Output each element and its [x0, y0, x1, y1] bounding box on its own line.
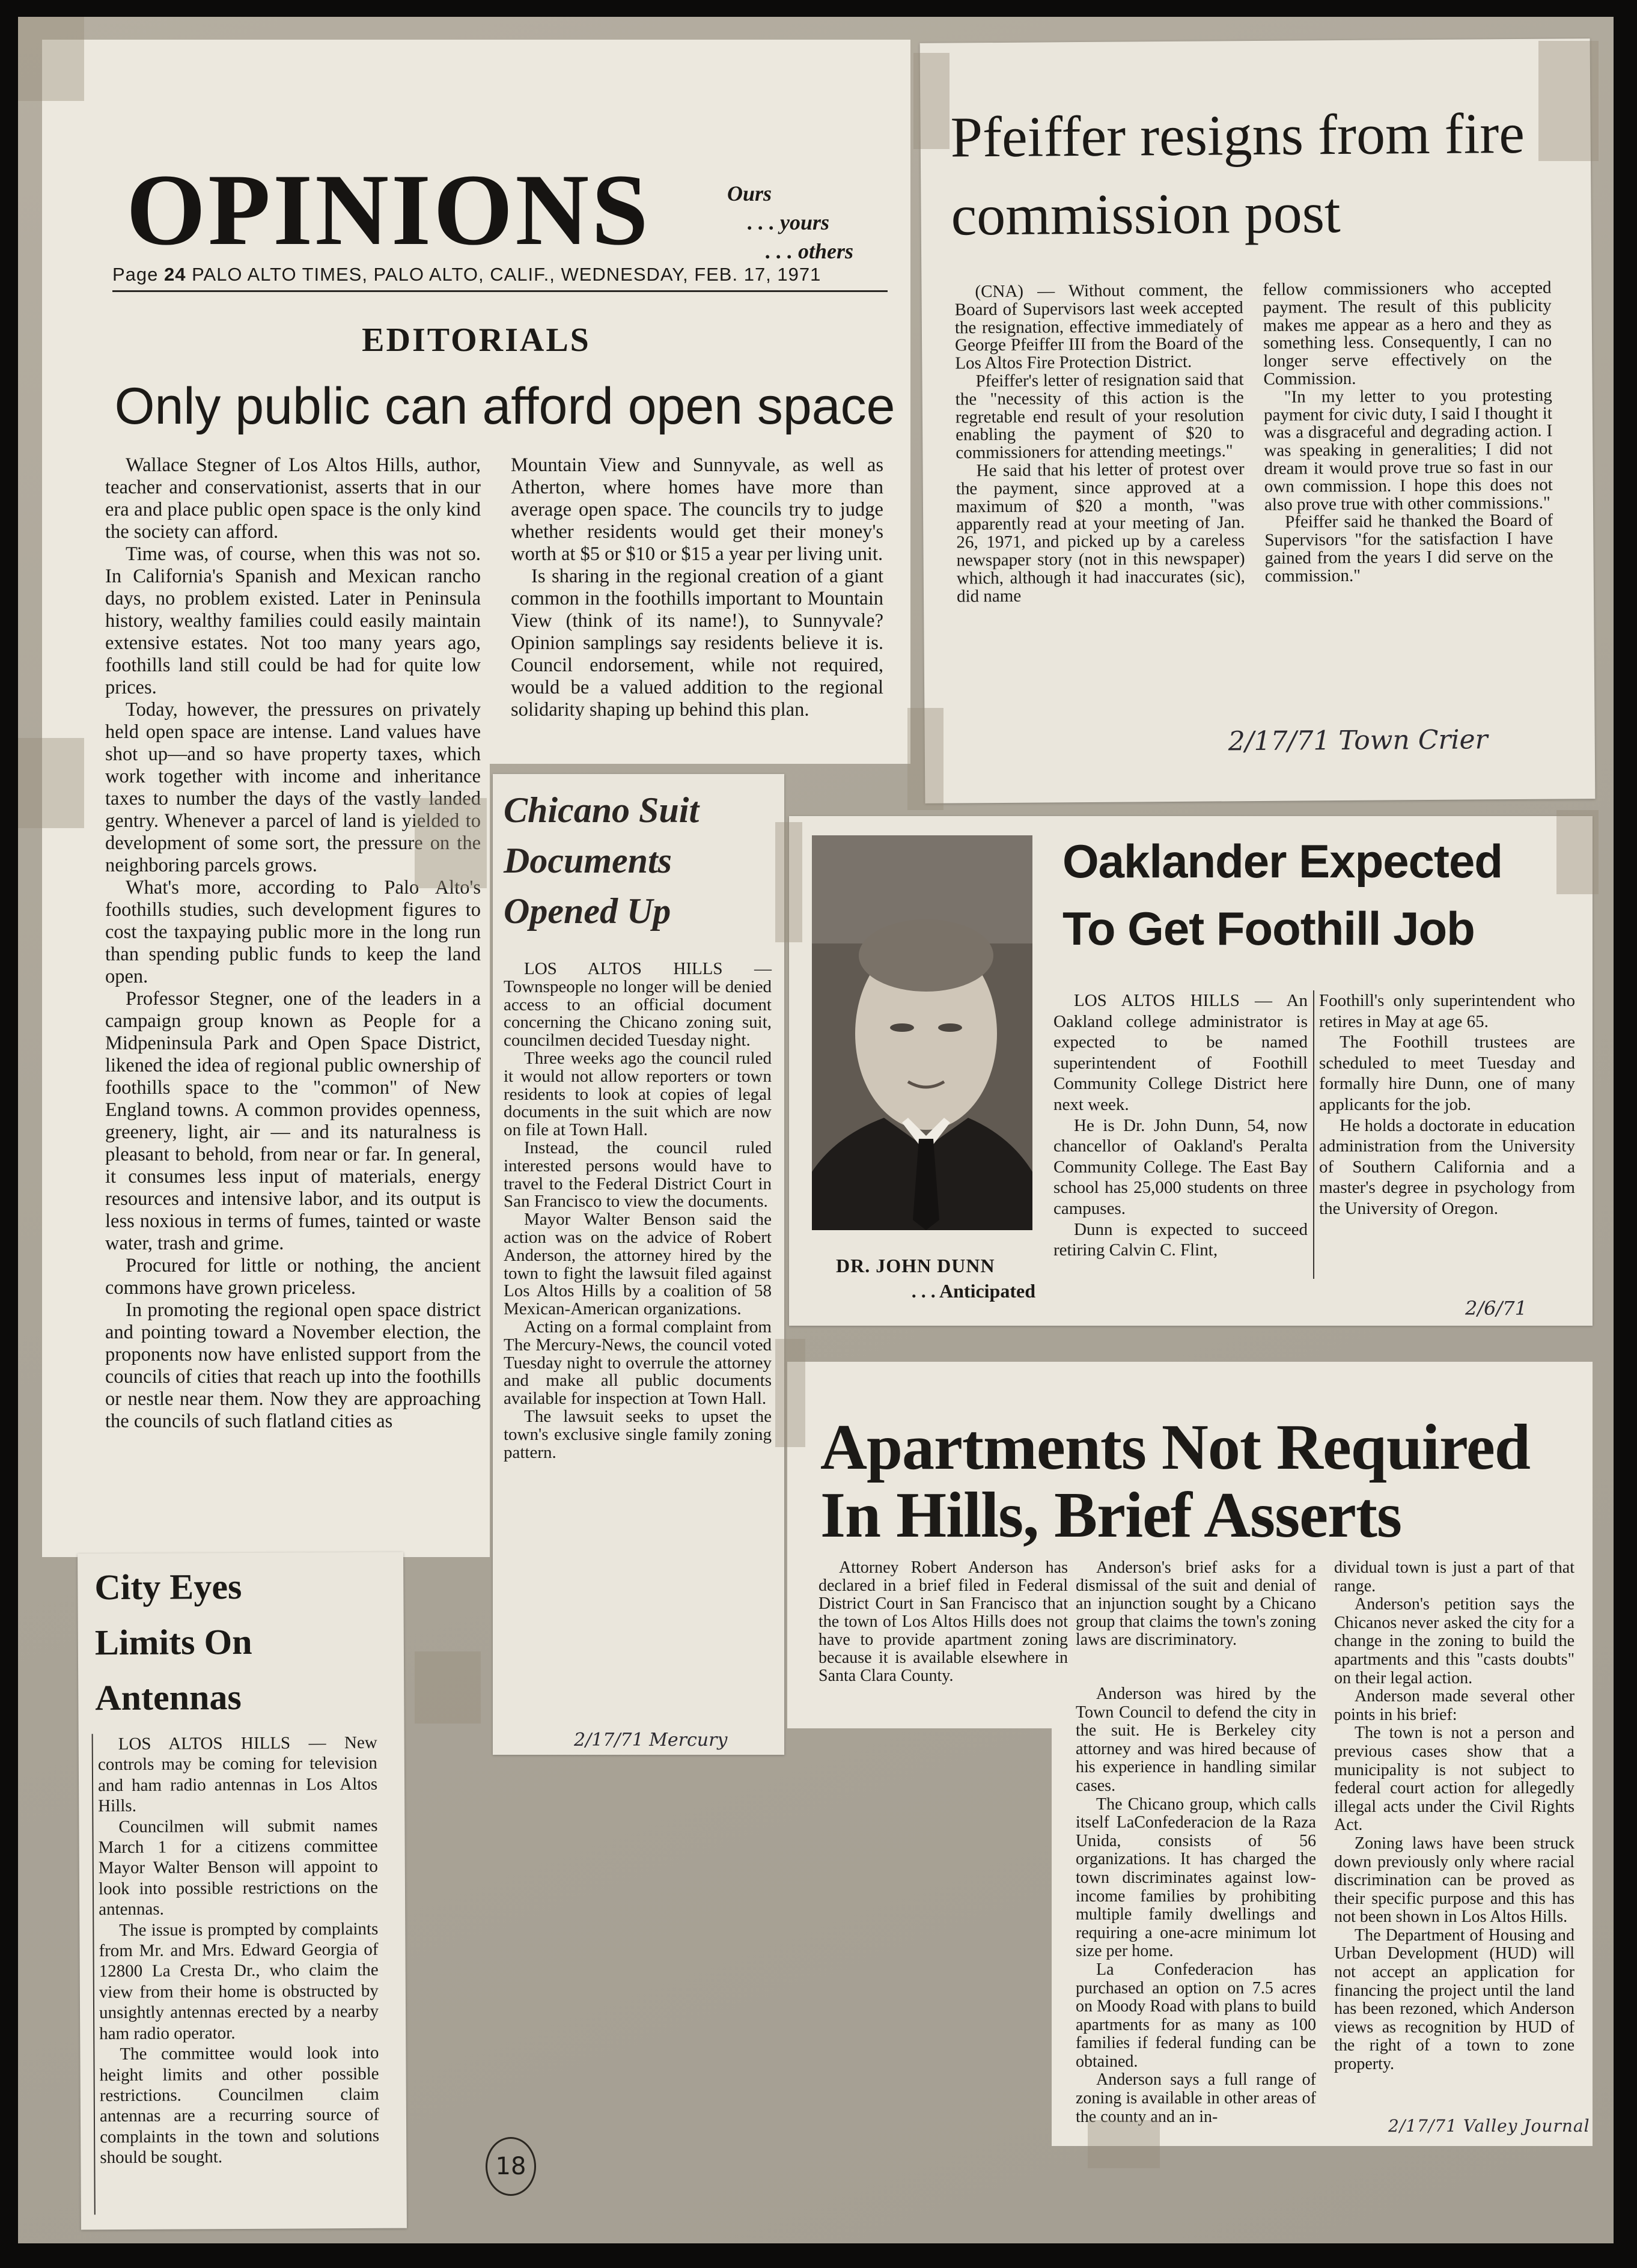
chicano-paragraph: Acting on a formal complaint from The Mercury-News, the council voted Tuesday night to overrule the attorney and make all public documents available for inspection at Town Hall.: [504, 1317, 772, 1409]
editorial-headline: Only public can afford open space: [114, 377, 895, 435]
oaklander-paragraph: He holds a doctorate in education administration from the University of Southern California and a master's degree in psychology from the University of Oregon.: [1319, 1115, 1575, 1218]
handwritten-note: 2/17/71 Town Crier: [1228, 724, 1488, 757]
apartments-paragraph: The town is not a person and previous cases show that a municipality is not subject to federal court action for allegedly illegal acts under the Civil Rights Act.: [1334, 1724, 1575, 1835]
editorial-paragraph: Professor Stegner, one of the leaders in a campaign group known as People for a Midpeninsula Park and Open Space District, likened the idea of regional public ownership of foothills space to the "common" of New England towns. A common provides openness, greenery, light, air — and its naturalness is pleasant to behold, from near or far. In general, it consumes less input of materials, energy resources and intensive labor, and its output is less noxious in terms of fumes, tainted or waste water, trash and grime.: [105, 988, 481, 1254]
chicano-headline: Chicano Suit Documents Opened Up: [504, 790, 700, 931]
editorial-paragraph: Procured for little or nothing, the ancient commons have grown priceless.: [105, 1255, 481, 1299]
column-rule: [92, 1734, 96, 2215]
tape-strip: [775, 822, 802, 942]
pfeiffer-paragraph: Pfeiffer said he thanked the Board of Supervisors "for the satisfaction I have gained from the years I did serve on the commission.": [1264, 510, 1553, 586]
apartments-clipping: [787, 1362, 1593, 2146]
pfeiffer-paragraph: Pfeiffer's letter of resignation said that the "necessity of this action is the regretable end result of your resolution enabling the payment of $20 to commissioners for attending meetings.": [955, 370, 1245, 463]
pfeiffer-clipping: [920, 38, 1596, 803]
handwritten-note: 2/17/71 Valley Journal: [1388, 2116, 1590, 2136]
apartments-paragraph: The Chicano group, which calls itself LaConfederacion de la Raza Unida, consists of 56 organizations. It has charged the town discriminates against low-income families by prohibiting multiple family dwellings and requiring a one-acre minimum lot size per home.: [1076, 1794, 1316, 1961]
antennas-paragraph: LOS ALTOS HILLS — New controls may be coming for television and ham radio antennas in Los Altos Hills.: [97, 1733, 378, 1816]
apartments-col2a: [1076, 1559, 1316, 1649]
opinions-tagline: [727, 179, 853, 266]
apartments-paragraph: Attorney Robert Anderson has declared in a brief filed in Federal District Court in San Francisco that the town of Los Altos Hills does not have to provide apartment zoning because it is available elsewhere in Santa Clara County.: [818, 1558, 1068, 1685]
photo-caption-sub: . . . Anticipated: [911, 1280, 1035, 1302]
editorial-paragraph: Time was, of course, when this was not so. In California's Spanish and Mexican rancho days, no problem existed. Later in Peninsula history, wealthy families could easily maintain extensive estates. Not too many years ago, foothills land still could be had for quite low prices.: [105, 543, 481, 698]
oaklander-col2: [1319, 990, 1575, 1219]
oaklander-col1: [1053, 990, 1308, 1261]
handwritten-note: 2/6/71: [1465, 1297, 1527, 1320]
editorial-paragraph: Is sharing in the regional creation of a giant common in the foothills important to Mountain View (think of its name!), to Sunnyvale? Opinion samplings say residents believe it is. Council endorsement, while not required, would be a valued addition to the regional solidarity shaping up behind this plan.: [511, 565, 883, 721]
apartments-headline-1: Apartments Not Required: [820, 1412, 1530, 1483]
apartments-col3: [1334, 1559, 1575, 2074]
pfeiffer-paragraph: "In my letter to you protesting payment for civic duty, I said I thought it was a disgraceful and degrading action. I was speaking in generalities; I did not dream it would prove true so fast in our own commission. I hope this does not also prove true with other commissions.": [1263, 385, 1553, 514]
apartments-col1: [818, 1559, 1068, 1685]
oaklander-paragraph: LOS ALTOS HILLS — An Oakland college administrator is expected to be named superintendent of Foothill Community College District here next week.: [1053, 991, 1308, 1114]
chicano-clipping: [493, 774, 784, 1755]
antennas-paragraph: The issue is prompted by complaints from Mr. and Mrs. Edward Georgia of 12800 La Cresta Dr., who claim the view from their home is obstructed by unsightly antennas erected by a nearby ham radio operator.: [99, 1919, 379, 2043]
pfeiffer-col1: [954, 281, 1245, 606]
tape-strip: [18, 17, 84, 101]
chicano-paragraph: Three weeks ago the council ruled it would not allow reporters or town residents to look at copies of legal documents in the suit which are now on file at Town Hall.: [504, 1048, 772, 1140]
dateline-text: PALO ALTO TIMES, PALO ALTO, CALIF., WEDNESDAY, FEB. 17, 1971: [192, 264, 822, 285]
page-label: Page: [112, 264, 159, 285]
antennas-body: [98, 1733, 380, 2168]
scrapbook-page: [18, 17, 1614, 2243]
column-rule: [1313, 990, 1314, 1279]
editorial-paragraph: Wallace Stegner of Los Altos Hills, author, teacher and conservationist, asserts that in our era and place public open space is the only kind the society can afford.: [105, 454, 481, 543]
tape-strip: [18, 738, 84, 828]
editorial-paragraph: What's more, according to Palo Alto's foothills studies, such development figures to cost the taxpaying public more in the long run than spending public funds to keep the land open.: [105, 877, 481, 987]
antennas-paragraph: The committee would look into height limits and other possible restrictions. Councilmen claim antennas are a recurring source of complaints in the town and solutions should be sought.: [99, 2043, 380, 2168]
editorial-col1: [105, 454, 481, 1433]
tape-strip: [775, 1339, 805, 1447]
pfeiffer-paragraph: fellow commissioners who accepted payment. The result of this publicity makes me appear as a hero and they as something less. Consequently, I can no longer serve effectively on the Commission.: [1263, 278, 1552, 389]
apartments-headline-2: In Hills, Brief Asserts: [820, 1480, 1401, 1551]
apartments-paragraph: The Department of Housing and Urban Development (HUD) will not accept an application for financing the project until the land has been rezoned, which Anderson views as recognition by HUD of the right of a town to zone property.: [1334, 1925, 1575, 2074]
portrait-photo: [812, 835, 1032, 1230]
oaklander-headline-2: To Get Foothill Job: [1062, 902, 1475, 955]
tape-strip: [415, 1651, 481, 1724]
chicano-paragraph: The lawsuit seeks to upset the town's exclusive single family zoning pattern.: [504, 1406, 772, 1462]
apartments-paragraph: Anderson was hired by the Town Council to defend the city in the suit. He is Berkeley city attorney and was hired because of his experience in handling similar cases.: [1076, 1684, 1316, 1795]
editorial-col2: [511, 454, 883, 721]
oaklander-headline-1: Oaklander Expected: [1062, 835, 1502, 888]
tag-ours: Ours: [727, 181, 772, 206]
chicano-body: [504, 960, 772, 1462]
oaklander-clipping: [789, 816, 1593, 1326]
pfeiffer-col2: [1263, 279, 1553, 586]
apartments-paragraph: Anderson's petition says the Chicanos never asked the city for a change in the zoning to build the apartments and this "casts doubts" on their legal action.: [1334, 1595, 1575, 1687]
oaklander-paragraph: Foothill's only superintendent who retires in May at age 65.: [1319, 991, 1575, 1031]
apartments-paragraph: Anderson made several other points in his brief:: [1334, 1687, 1575, 1724]
tape-strip: [415, 798, 487, 888]
tag-yours: . . . yours: [748, 210, 830, 234]
pfeiffer-paragraph: He said that his letter of protest over the payment, since approved at a maximum of $20 a month, "was apparently read at your meeting of Jan. 26, 1971, and picked up by a careless newspaper story (not in this newspaper) which, although it had inaccurates (sic), did name: [956, 459, 1245, 606]
tape-strip: [1556, 810, 1599, 894]
dateline: [112, 264, 888, 292]
tape-strip: [1088, 2120, 1160, 2168]
page-number: 24: [164, 264, 186, 285]
chicano-paragraph: Instead, the council ruled interested persons would have to travel to the Federal District Court in San Francisco to view the documents.: [504, 1138, 772, 1212]
oaklander-paragraph: The Foothill trustees are scheduled to meet Tuesday and formally hire Dunn, one of many applicants for the job.: [1319, 1032, 1575, 1114]
chicano-paragraph: Mayor Walter Benson said the action was on the advice of Robert Anderson, the attorney hired by the town to fight the lawsuit filed against Los Altos Hills by a coalition of 58 Mexican-American organizations.: [504, 1210, 772, 1319]
opinions-masthead: OPINIONS: [126, 153, 651, 266]
antennas-clipping: [78, 1552, 407, 2230]
pfeiffer-paragraph: (CNA) — Without comment, the Board of Supervisors last week accepted the resignation, effective immediately of George Pfeiffer III from the Board of the Los Altos Fire Protection District.: [954, 280, 1244, 373]
tag-others: . . . others: [766, 239, 854, 263]
editorial-paragraph: Mountain View and Sunnyvale, as well as Atherton, where homes have more than average open space. The councils try to judge whether residents would get their money's worth at $5 or $10 or $15 a year per living unit.: [511, 454, 883, 565]
photo-caption-name: DR. JOHN DUNN: [836, 1255, 995, 1276]
antennas-paragraph: Councilmen will submit names March 1 for a citizens committee Mayor Walter Benson will appoint to look into possible restrictions on the antennas.: [98, 1815, 379, 1919]
tape-strip: [913, 53, 950, 149]
page-number-mark: 18: [486, 2137, 536, 2196]
editorial-paragraph: Today, however, the pressures on privately held open space are intense. Land values have shot up—and so have property taxes, which work together with income and inheritance taxes to number the days of the vastly landed gentry. Whenever a parcel of land is yielded to development of some sort, the pressure on the neighboring parcels grows.: [105, 699, 481, 876]
apartments-paragraph: La Confederacion has purchased an option on 7.5 acres on Moody Road with plans to build apartments for as many as 100 families if federal funding can be obtained.: [1076, 1960, 1316, 2071]
apartments-paragraph: Anderson's brief asks for a dismissal of the suit and denial of an injunction sought by a Chicano group that claims the town's zoning laws are discriminatory.: [1076, 1558, 1316, 1649]
chicano-paragraph: LOS ALTOS HILLS — Townspeople no longer will be denied access to an official document concerning the Chicano zoning suit, councilmen decided Tuesday night.: [504, 959, 772, 1050]
apartments-col2b: [1076, 1685, 1316, 2126]
tape-strip: [907, 708, 943, 810]
editorial-paragraph: In promoting the regional open space district and pointing toward a November election, the proponents now have enlisted support from the councils of cities that reach up into the foothills or nestle near them. Now they are approaching the councils of such flatland cities as: [105, 1299, 481, 1432]
oaklander-paragraph: He is Dr. John Dunn, 54, now chancellor of Oakland's Peralta Community College. The East Bay school has 25,000 students on three campuses.: [1053, 1115, 1308, 1218]
section-label: EDITORIALS: [362, 322, 591, 359]
pfeiffer-headline: Pfeiffer resigns from fire commission post: [950, 100, 1525, 248]
antennas-headline: City Eyes Limits On Antennas: [94, 1566, 252, 1718]
apartments-paragraph: Anderson says a full range of zoning is available in other areas of the county and an in-: [1076, 2070, 1316, 2126]
apartments-paragraph: dividual town is just a part of that range.: [1334, 1558, 1575, 1596]
oaklander-paragraph: Dunn is expected to succeed retiring Calvin C. Flint,: [1053, 1219, 1308, 1260]
apartments-paragraph: Zoning laws have been struck down previously only where racial discrimination can be proved as their specific purpose and this has not been shown in Los Altos Hills.: [1334, 1834, 1575, 1927]
handwritten-note: 2/17/71 Mercury: [574, 1730, 728, 1751]
tape-strip: [1538, 41, 1599, 161]
